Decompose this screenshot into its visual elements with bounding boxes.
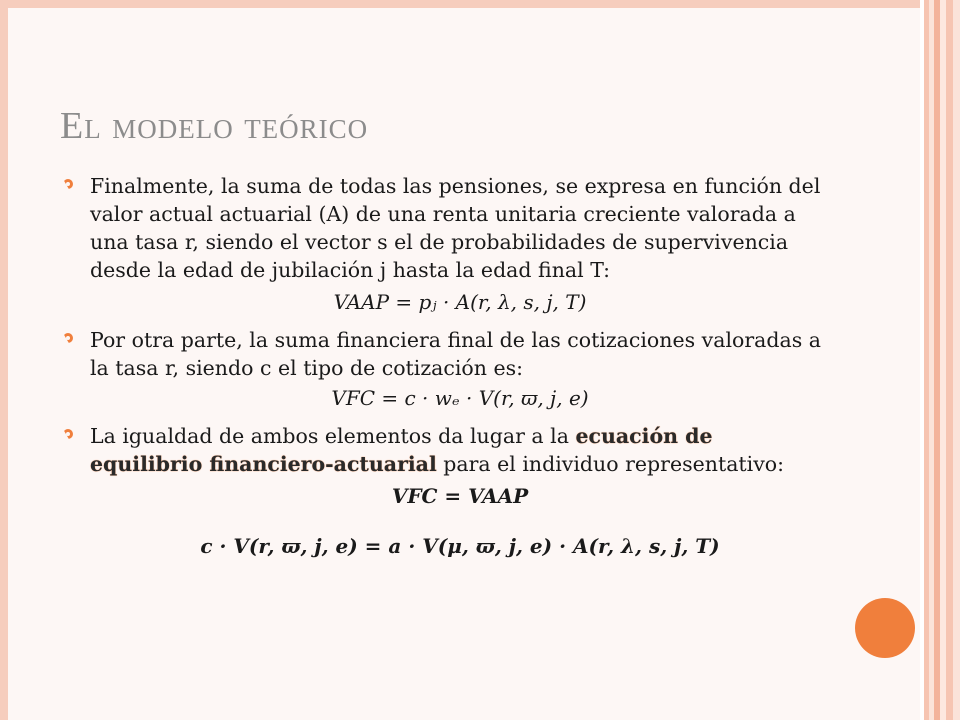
bullet-item-2 <box>60 326 830 382</box>
decorative-circle <box>855 598 915 658</box>
equation-equilibrium-full: c · V(r, ϖ, j, e) = a · V(μ, ϖ, j, e) · A(r, λ, s, j, T) <box>200 534 720 558</box>
bullet-text-3-end: para el individuo representativo: <box>436 452 785 476</box>
bullet-text-1: Finalmente, la suma de todas las pensiones, se expresa en función del valor actual actuarial (A) de una renta unitaria creciente valorada a una tasa r, siendo el vector s el de probabilidades de supervivencia desde la edad de jubilación j hasta la edad final T: <box>90 174 821 282</box>
slide-content <box>60 172 830 562</box>
highlight-term: ecuación de equilibrio financiero-actuarial <box>90 424 713 476</box>
bullet-icon <box>63 333 73 343</box>
equation-vfc: VFC = c · wₑ · V(r, ϖ, j, e) <box>331 386 589 410</box>
bullet-icon <box>63 179 73 189</box>
bullet-text-3-start: La igualdad de ambos elementos da lugar a la <box>90 424 576 448</box>
bullet-text-2: Por otra parte, la suma financiera final de las cotizaciones valoradas a la tasa r, siendo c el tipo de cotización es: <box>90 328 821 380</box>
bullet-item-1 <box>60 172 830 284</box>
bullet-item-3 <box>60 422 830 478</box>
slide-top-border <box>0 0 920 8</box>
slide-title: El modelo teórico <box>60 105 369 147</box>
decorative-stripes <box>920 0 960 720</box>
bullet-icon <box>63 429 73 439</box>
equation-vaap: VAAP = pⱼ · A(r, λ, s, j, T) <box>333 290 587 314</box>
equation-equilibrium-short: VFC = VAAP <box>391 484 529 508</box>
